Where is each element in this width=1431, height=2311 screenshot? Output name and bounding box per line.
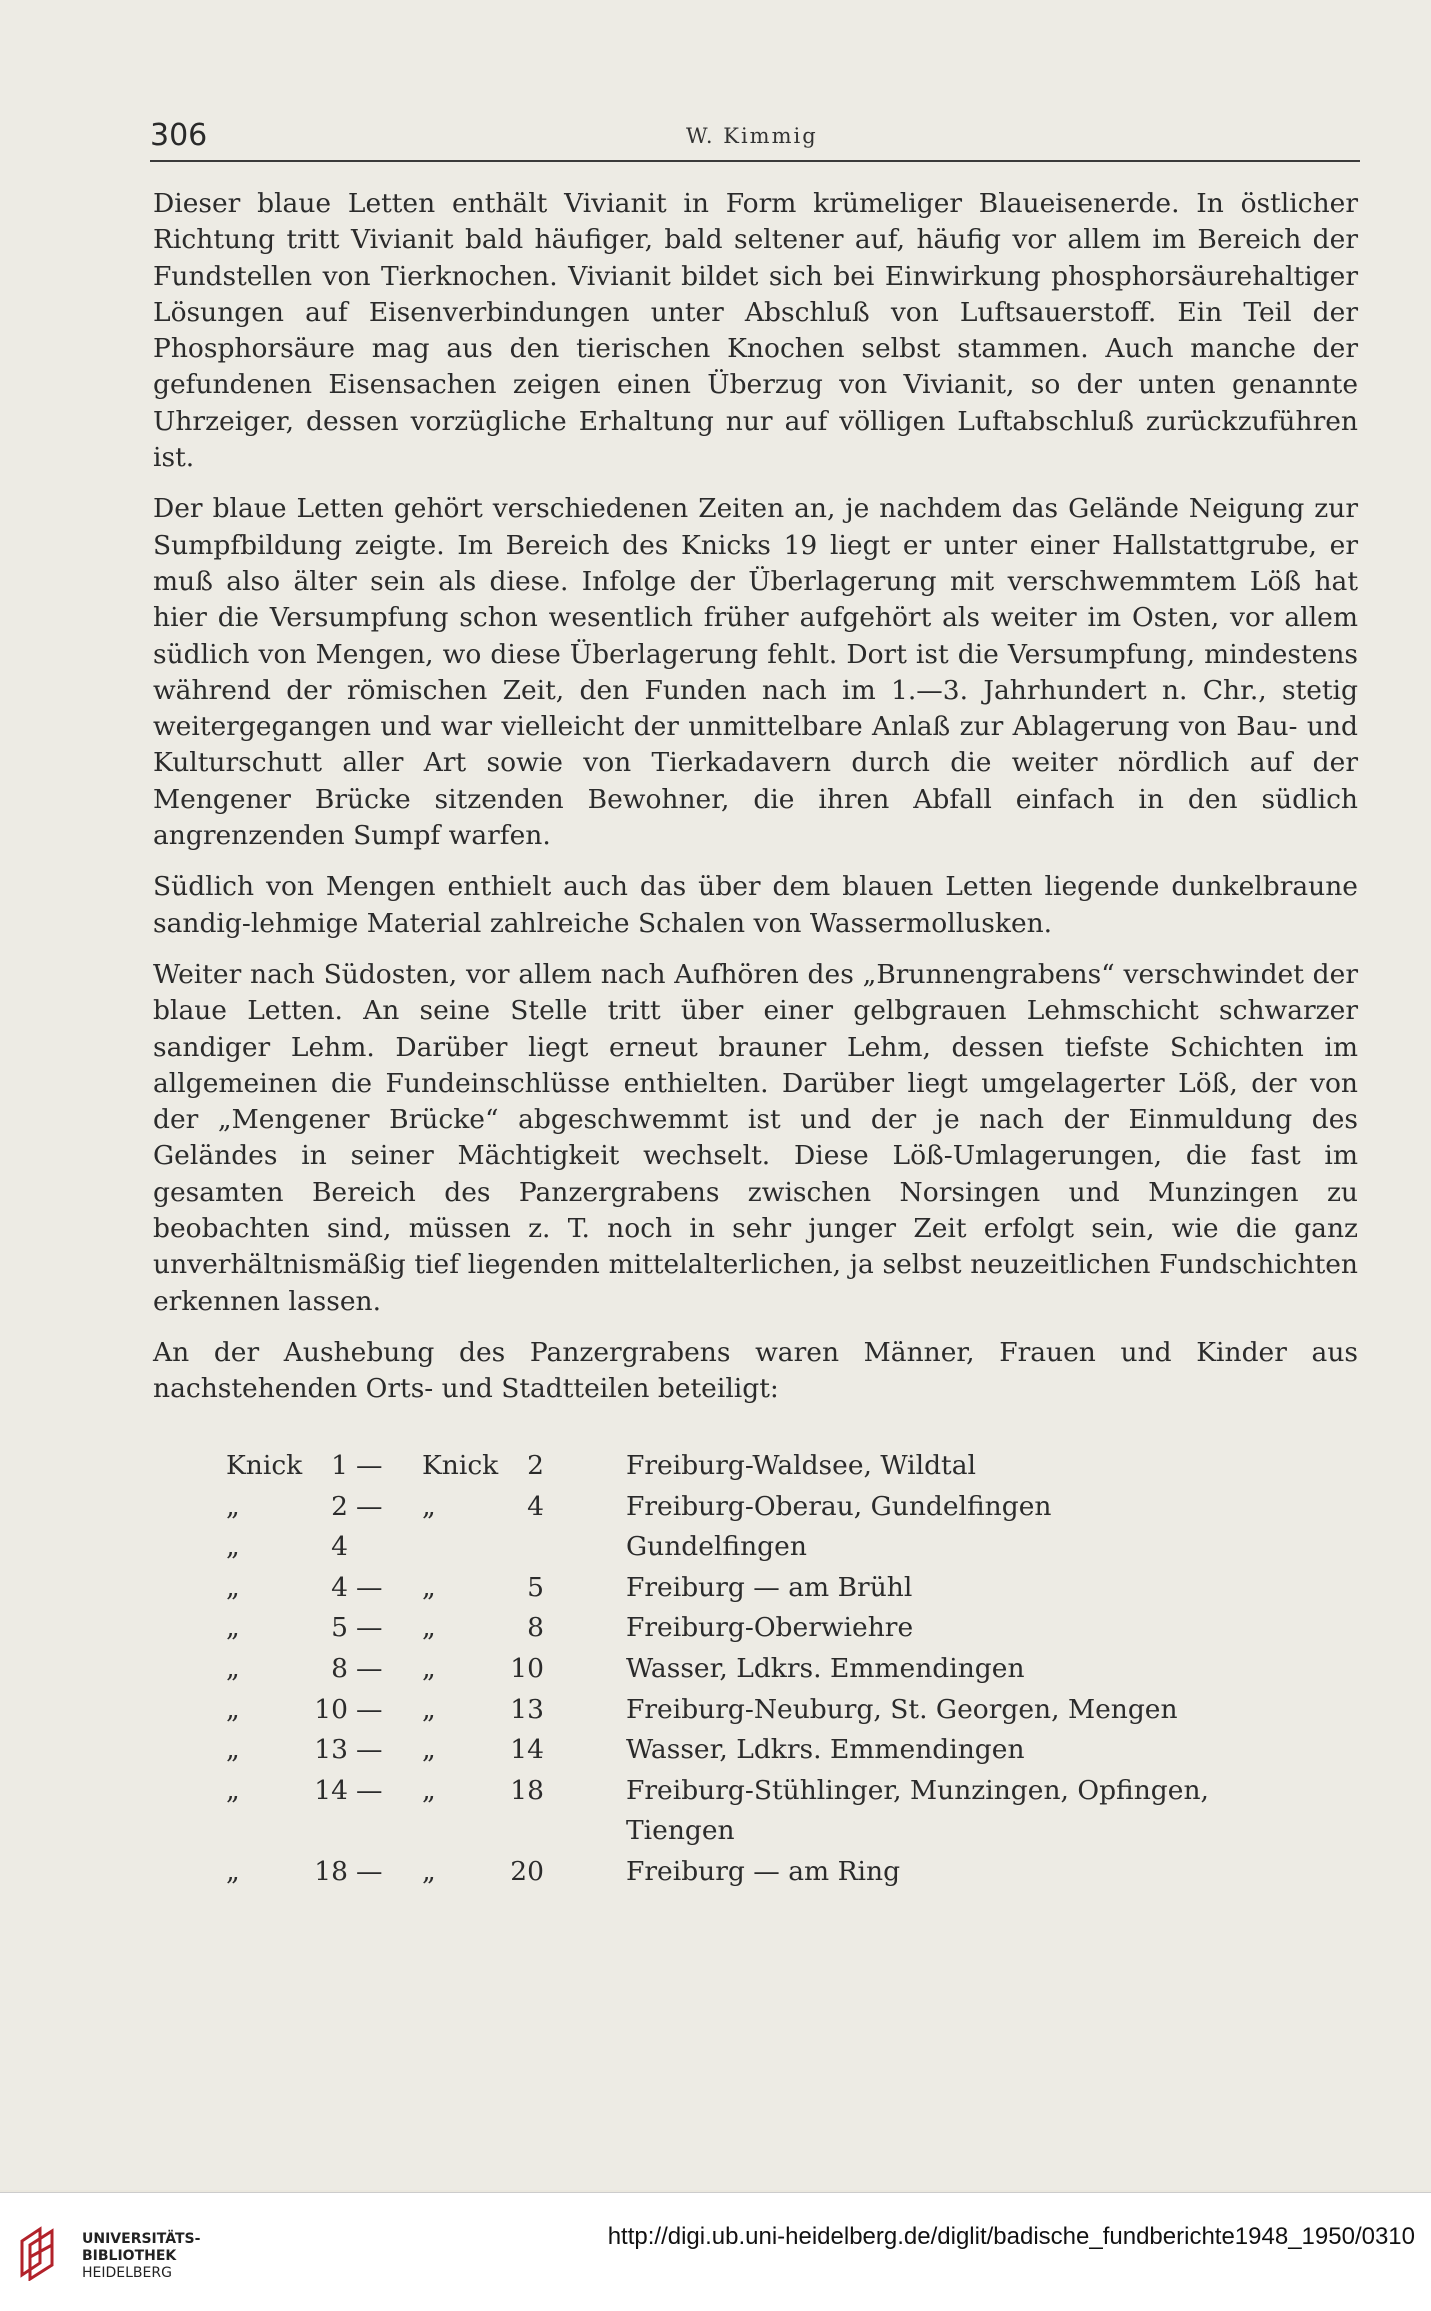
table-row [226,1491,1326,1532]
table-cell-a: „ [226,1571,240,1603]
table-cell-places: Gundelfingen [626,1531,807,1563]
table-row [226,1734,1326,1775]
running-title: W. Kimmig [686,124,818,148]
table-cell-from: 2 [331,1490,348,1522]
table-cell-b: „ [422,1612,436,1644]
table-row [226,1815,1326,1856]
table-cell-places: Tiengen [626,1815,735,1847]
paragraph: Weiter nach Südosten, vor allem nach Aufhören des „Brunnengrabens“ verschwindet der blaue Letten. An seine Stelle tritt über einer gelbgrauen Lehmschicht schwarzer sandiger Lehm. Darüber liegt erneut brauner Lehm, dessen tiefste Schichten im allgemeinen die Fundeinschlüsse enthielten. Darüber liegt umgelagerter Löß, der von der „Mengener Brücke“ abgeschwemmt ist und der je nach der Einmuldung des Geländes in seiner Mächtigkeit wechselt. Diese Löß-Umlagerungen, die fast im gesamten Bereich des Panzergrabens zwischen Norsingen und Munzingen zu beobachten sind, müssen z. T. noch in sehr junger Zeit erfolgt sein, wie die ganz unverhältnismäßig tief liegenden mittelalterlichen, ja selbst neuzeitlichen Fundschichten erkennen lassen. [153,958,1358,1317]
table-cell-b: „ [422,1855,436,1887]
table-cell-b: „ [422,1652,436,1684]
table-cell-dash: — [356,1612,383,1644]
table-cell-dash: — [356,1571,383,1603]
source-url-link[interactable]: http://digi.ub.uni-heidelberg.de/diglit/badische_fundberichte1948_1950/0310 [607,2223,1415,2250]
participants-table [226,1450,1326,1897]
table-cell-places: Wasser, Ldkrs. Emmendingen [626,1734,1025,1766]
paragraph: Dieser blaue Letten enthält Vivianit in Form krümeliger Blaueisenerde. In östlicher Richtung tritt Vivianit bald häufiger, bald seltener auf, häufig vor allem im Bereich der Fundstellen von Tierknochen. Vivianit bildet sich bei Einwirkung phosphorsäurehaltiger Lösungen auf Eisenverbindungen unter Abschluß von Luftsauerstoff. Ein Teil der Phosphorsäure mag aus den tierischen Knochen selbst stammen. Auch manche der gefundenen Eisensachen zeigen einen Überzug von Vivianit, so der unten genannte Uhrzeiger, dessen vorzügliche Erhaltung nur auf völligen Luftabschluß zurückzuführen ist. [153,188,1358,474]
table-cell-from: 4 [331,1571,348,1603]
table-cell-to: 4 [527,1490,544,1522]
table-cell-dash: — [356,1652,383,1684]
table-row [226,1612,1326,1653]
table-row [226,1653,1326,1694]
table-cell-from: 14 [314,1774,348,1806]
body-text [153,186,1358,1423]
table-cell-places: Freiburg-Oberau, Gundelfingen [626,1490,1052,1522]
table-row [226,1694,1326,1735]
library-name: UNIVERSITÄTS- BIBLIOTHEK HEIDELBERG [82,2231,201,2281]
table-cell-a: „ [226,1734,240,1766]
table-cell-a: Knick [226,1450,303,1481]
table-cell-a: „ [226,1531,240,1563]
table-cell-places: Freiburg-Oberwiehre [626,1612,914,1644]
table-row [226,1856,1326,1897]
table-cell-places: Wasser, Ldkrs. Emmendingen [626,1652,1025,1684]
table-cell-dash: — [356,1734,383,1766]
table-cell-a: „ [226,1490,240,1522]
table-cell-a: „ [226,1652,240,1684]
table-cell-from: 1 [331,1450,348,1481]
table-cell-from: 5 [331,1612,348,1644]
table-cell-places: Freiburg — am Brühl [626,1571,913,1603]
table-cell-to: 20 [510,1855,544,1887]
table-row [226,1572,1326,1613]
table-cell-a: „ [226,1774,240,1806]
table-cell-dash: — [356,1450,383,1481]
table-cell-places: Freiburg-Waldsee, Wildtal [626,1450,976,1481]
table-cell-a: „ [226,1693,240,1725]
table-cell-from: 13 [314,1734,348,1766]
table-cell-to: 13 [510,1693,544,1725]
table-cell-places: Freiburg-Stühlinger, Munzingen, Opfingen, [626,1774,1209,1806]
table-cell-a: „ [226,1855,240,1887]
table-row [226,1775,1326,1816]
table-cell-to: 14 [510,1734,544,1766]
table-cell-from: 18 [314,1855,348,1887]
university-library-logo-icon [16,2223,60,2281]
table-cell-dash: — [356,1855,383,1887]
table-cell-dash: — [356,1693,383,1725]
table-cell-b: „ [422,1571,436,1603]
table-cell-dash: — [356,1774,383,1806]
table-cell-from: 10 [314,1693,348,1725]
table-cell-to: 10 [510,1652,544,1684]
table-cell-b: „ [422,1734,436,1766]
table-cell-places: Freiburg — am Ring [626,1855,901,1887]
table-cell-to: 5 [527,1571,544,1603]
table-cell-dash: — [356,1490,383,1522]
footer-bar [0,2192,1431,2311]
table-cell-to: 8 [527,1612,544,1644]
table-row [226,1531,1326,1572]
paragraph: Südlich von Mengen enthielt auch das über dem blauen Letten liegende dunkelbraune sandig-lehmige Material zahlreiche Schalen von Wassermollusken. [153,871,1358,939]
table-cell-b: „ [422,1693,436,1725]
table-cell-from: 4 [331,1531,348,1563]
table-cell-to: 18 [510,1774,544,1806]
table-cell-to: 2 [527,1450,544,1481]
table-cell-a: „ [226,1612,240,1644]
table-row [226,1450,1326,1491]
table-cell-from: 8 [331,1652,348,1684]
page-header [150,116,1360,162]
table-cell-b: Knick [422,1450,499,1481]
table-cell-places: Freiburg-Neuburg, St. Georgen, Mengen [626,1693,1178,1725]
paragraph: An der Aushebung des Panzergrabens waren Männer, Frauen und Kinder aus nachstehenden Orts- und Stadtteilen beteiligt: [153,1336,1358,1405]
table-cell-b: „ [422,1774,436,1806]
table-cell-b: „ [422,1490,436,1522]
page-number: 306 [150,118,208,153]
paragraph: Der blaue Letten gehört verschiedenen Zeiten an, je nachdem das Gelände Neigung zur Sumpfbildung zeigte. Im Bereich des Knicks 19 liegt er unter einer Hallstattgrube, er muß also älter sein als diese. Infolge der Überlagerung mit verschwemmtem Löß hat hier die Versumpfung schon wesentlich früher aufgehört als weiter im Osten, vor allem südlich von Mengen, wo diese Überlagerung fehlt. Dort ist die Versumpfung, mindestens während der römischen Zeit, den Funden nach im 1.—3. Jahrhundert n. Chr., stetig weitergegangen und war vielleicht der unmittelbare Anlaß zur Ablagerung von Bau- und Kulturschutt aller Art sowie von Tierkadavern durch die weiter nördlich auf der Mengener Brücke sitzenden Bewohner, die ihren Abfall einfach in den südlich angrenzenden Sumpf warfen. [153,493,1358,852]
